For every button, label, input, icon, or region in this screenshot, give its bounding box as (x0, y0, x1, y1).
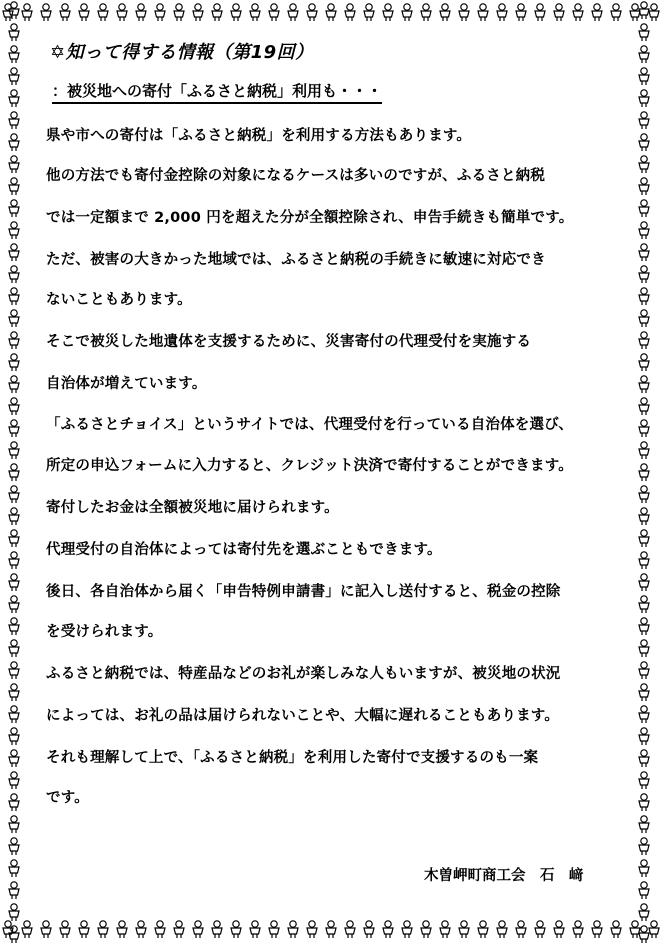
person-outline-icon (456, 919, 472, 943)
person-outline-icon (114, 2, 130, 26)
person-outline-icon (209, 2, 225, 26)
person-outline-icon (6, 484, 22, 504)
person-outline-icon (551, 919, 567, 943)
person-outline-icon (266, 2, 282, 26)
person-outline-icon (636, 110, 652, 130)
person-outline-icon (636, 154, 652, 174)
person-outline-icon (636, 66, 652, 86)
body-line: 代理受付の自治体によっては寄付先を選ぶこともできます。 (46, 542, 442, 558)
person-outline-icon (380, 919, 396, 943)
person-outline-icon (636, 484, 652, 504)
person-outline-icon (636, 44, 652, 64)
person-outline-icon (38, 919, 54, 943)
person-outline-icon (636, 242, 652, 262)
person-outline-icon (133, 919, 149, 943)
person-outline-icon (6, 198, 22, 218)
person-outline-icon (636, 682, 652, 702)
person-outline-icon (342, 919, 358, 943)
person-outline-icon (6, 792, 22, 812)
person-outline-icon (342, 2, 358, 26)
body-line: 自治体が増えています。 (46, 376, 207, 392)
body-line: 所定の申込フォームに入力すると、クレジット決済で寄付することができます。 (46, 458, 573, 474)
person-outline-icon (114, 919, 130, 943)
person-outline-icon (6, 0, 22, 20)
body-line: それも理解して上で、「ふるさと納税」を利用した寄付で支援するのも一案 (46, 750, 539, 766)
person-outline-icon (636, 440, 652, 460)
person-outline-icon (6, 220, 22, 240)
person-outline-icon (636, 638, 652, 658)
person-outline-icon (285, 919, 301, 943)
person-outline-icon (6, 264, 22, 284)
person-outline-icon (361, 919, 377, 943)
person-outline-icon (636, 308, 652, 328)
person-outline-icon (6, 660, 22, 680)
person-outline-icon (228, 2, 244, 26)
person-outline-icon (6, 550, 22, 570)
body-line: では一定額まで 2,000 円を超えた分が全額控除され、申告手続きも簡単です。 (46, 210, 574, 226)
body-line: を受けられます。 (46, 624, 163, 640)
person-outline-icon (38, 2, 54, 26)
person-outline-icon (6, 352, 22, 372)
person-outline-icon (551, 2, 567, 26)
person-outline-icon (636, 374, 652, 394)
person-outline-icon (589, 2, 605, 26)
border-right (632, 0, 658, 947)
person-outline-icon (6, 22, 22, 42)
person-outline-icon (6, 836, 22, 856)
person-outline-icon (285, 2, 301, 26)
person-outline-icon (304, 2, 320, 26)
person-outline-icon (6, 374, 22, 394)
body-line: です。 (46, 790, 89, 806)
person-outline-icon (76, 2, 92, 26)
person-outline-icon (494, 2, 510, 26)
person-outline-icon (6, 682, 22, 702)
person-outline-icon (636, 572, 652, 592)
person-outline-icon (636, 550, 652, 570)
person-outline-icon (475, 919, 491, 943)
person-outline-icon (6, 462, 22, 482)
person-outline-icon (418, 919, 434, 943)
border-left (2, 0, 28, 947)
person-outline-icon (6, 286, 22, 306)
person-outline-icon (6, 638, 22, 658)
person-outline-icon (6, 858, 22, 878)
person-outline-icon (532, 919, 548, 943)
person-outline-icon (6, 44, 22, 64)
person-outline-icon (266, 919, 282, 943)
person-outline-icon (190, 919, 206, 943)
person-outline-icon (636, 594, 652, 614)
body-line: 県や市への寄付は「ふるさと納税」を利用する方法もあります。 (46, 128, 472, 144)
person-outline-icon (6, 242, 22, 262)
person-outline-icon (608, 2, 624, 26)
person-outline-icon (513, 919, 529, 943)
person-outline-icon (636, 748, 652, 768)
border-top (0, 2, 660, 28)
star-of-david-icon: ✡ (50, 42, 66, 63)
person-outline-icon (380, 2, 396, 26)
person-outline-icon (636, 506, 652, 526)
person-outline-icon (6, 132, 22, 152)
person-outline-icon (636, 726, 652, 746)
person-outline-icon (6, 594, 22, 614)
person-outline-icon (6, 704, 22, 724)
person-outline-icon (636, 770, 652, 790)
person-outline-icon (6, 88, 22, 108)
person-outline-icon (636, 704, 652, 724)
body-line: ただ、被害の大きかった地域では、ふるさと納税の手続きに敏速に対応でき (46, 252, 546, 268)
person-outline-icon (6, 616, 22, 636)
person-outline-icon (57, 919, 73, 943)
person-outline-icon (636, 22, 652, 42)
person-outline-icon (6, 814, 22, 834)
person-outline-icon (57, 2, 73, 26)
border-bottom (0, 919, 660, 945)
person-outline-icon (636, 132, 652, 152)
person-outline-icon (171, 2, 187, 26)
person-outline-icon (171, 919, 187, 943)
person-outline-icon (636, 286, 652, 306)
person-outline-icon (608, 919, 624, 943)
title-text: 知って得する情報（第19回） (65, 42, 314, 63)
person-outline-icon (456, 2, 472, 26)
person-outline-icon (570, 919, 586, 943)
body-line: ふるさと納税では、特産品などのお礼が楽しみな人もいますが、被災地の状況 (46, 666, 561, 682)
person-outline-icon (6, 924, 22, 944)
person-outline-icon (6, 396, 22, 416)
person-outline-icon (636, 462, 652, 482)
person-outline-icon (636, 176, 652, 196)
body-line: 他の方法でも寄付金控除の対象になるケースは多いのですが、ふるさと納税 (46, 168, 546, 184)
person-outline-icon (6, 154, 22, 174)
person-outline-icon (323, 919, 339, 943)
person-outline-icon (418, 2, 434, 26)
person-outline-icon (6, 506, 22, 526)
person-outline-icon (636, 264, 652, 284)
person-outline-icon (399, 2, 415, 26)
person-outline-icon (209, 919, 225, 943)
person-outline-icon (247, 2, 263, 26)
person-outline-icon (494, 919, 510, 943)
body-line: ないこともあります。 (46, 292, 192, 308)
person-outline-icon (636, 88, 652, 108)
body-line: 「ふるさとチョイス」というサイトでは、代理受付を行っている自治体を選び、 (46, 417, 574, 433)
person-outline-icon (636, 902, 652, 922)
person-outline-icon (6, 330, 22, 350)
person-outline-icon (437, 919, 453, 943)
person-outline-icon (6, 418, 22, 438)
person-outline-icon (636, 660, 652, 680)
person-outline-icon (636, 880, 652, 900)
person-outline-icon (6, 176, 22, 196)
person-outline-icon (636, 836, 652, 856)
person-outline-icon (636, 220, 652, 240)
person-outline-icon (636, 858, 652, 878)
person-outline-icon (304, 919, 320, 943)
body-line: 寄付したお金は全額被災地に届けられます。 (46, 500, 339, 516)
person-outline-icon (152, 919, 168, 943)
person-outline-icon (6, 308, 22, 328)
signature: 木曽岬町商工会 石 﨑 (424, 868, 584, 884)
person-outline-icon (6, 572, 22, 592)
person-outline-icon (6, 748, 22, 768)
person-outline-icon (152, 2, 168, 26)
person-outline-icon (636, 418, 652, 438)
person-outline-icon (636, 330, 652, 350)
person-outline-icon (76, 919, 92, 943)
person-outline-icon (190, 2, 206, 26)
person-outline-icon (636, 814, 652, 834)
body-line: によっては、お礼の品は届けられないことや、大幅に遅れることもあります。 (46, 708, 560, 724)
person-outline-icon (6, 726, 22, 746)
person-outline-icon (570, 2, 586, 26)
body-line: 後日、各自治体から届く「申告特例申請書」に記入し送付すると、税金の控除 (46, 584, 561, 600)
person-outline-icon (399, 919, 415, 943)
person-outline-icon (95, 2, 111, 26)
person-outline-icon (636, 0, 652, 20)
person-outline-icon (228, 919, 244, 943)
person-outline-icon (6, 902, 22, 922)
person-outline-icon (247, 919, 263, 943)
person-outline-icon (636, 528, 652, 548)
person-outline-icon (636, 352, 652, 372)
page-title (50, 38, 314, 64)
person-outline-icon (6, 770, 22, 790)
person-outline-icon (636, 792, 652, 812)
person-outline-icon (636, 198, 652, 218)
person-outline-icon (6, 880, 22, 900)
person-outline-icon (589, 919, 605, 943)
person-outline-icon (6, 440, 22, 460)
person-outline-icon (133, 2, 149, 26)
person-outline-icon (636, 396, 652, 416)
person-outline-icon (6, 528, 22, 548)
person-outline-icon (361, 2, 377, 26)
person-outline-icon (6, 66, 22, 86)
body-line: そこで被災した地遺体を支援するために、災害寄付の代理受付を実施する (46, 334, 532, 350)
person-outline-icon (513, 2, 529, 26)
person-outline-icon (636, 616, 652, 636)
person-outline-icon (437, 2, 453, 26)
person-outline-icon (475, 2, 491, 26)
person-outline-icon (636, 924, 652, 944)
person-outline-icon (323, 2, 339, 26)
page-subtitle: ：被災地への寄付「ふるさと納税」利用も・・・ (52, 80, 382, 104)
person-outline-icon (95, 919, 111, 943)
person-outline-icon (6, 110, 22, 130)
person-outline-icon (532, 2, 548, 26)
